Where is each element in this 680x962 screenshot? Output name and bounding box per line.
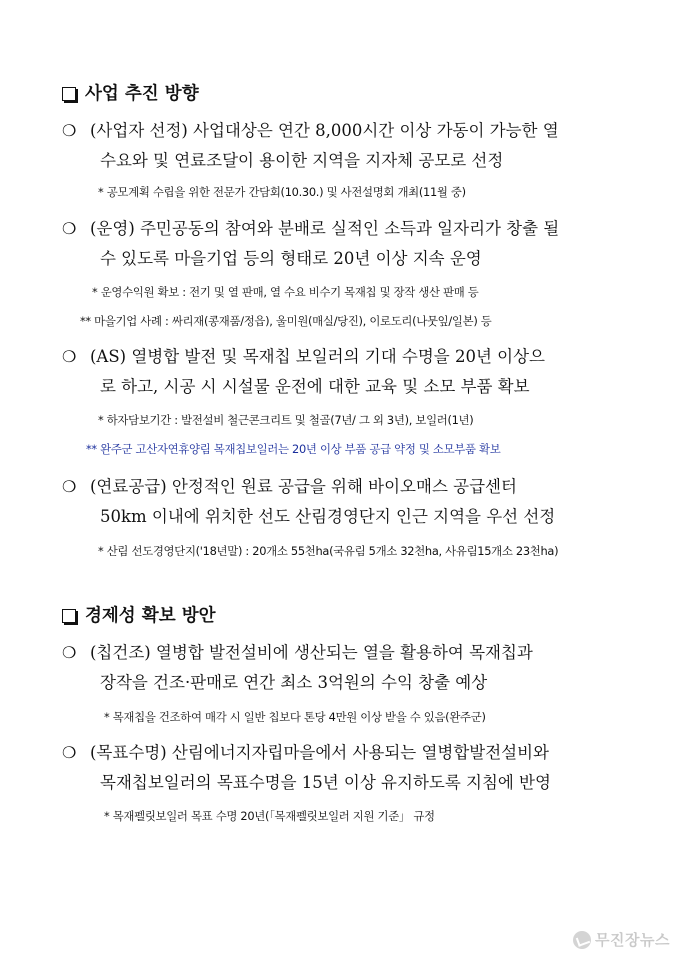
- footnote: * 운영수익원 확보 : 전기 및 열 판매, 열 수요 비수기 목재칩 및 장작 생산 판매 등: [92, 285, 479, 299]
- circle-bullet-icon: ❍: [62, 643, 77, 662]
- item-line: 수요와 및 연료조달이 용이한 지역을 지자체 공모로 선정: [100, 151, 504, 170]
- circle-bullet-icon: ❍: [62, 219, 77, 238]
- list-item: [62, 738, 622, 798]
- section-title: [62, 602, 216, 627]
- item-line: 로 하고, 시공 시 시설물 운전에 대한 교육 및 소모 부품 확보: [100, 377, 530, 396]
- item-line: (사업자 선정) 사업대상은 연간 8,000시간 이상 가동이 가능한 열: [90, 121, 559, 140]
- section-title-text: 경제성 확보 방안: [85, 606, 216, 626]
- footnote: * 목재펠릿보일러 목표 수명 20년(「목재펠릿보일러 지원 기준」 규정: [104, 809, 435, 823]
- item-line: 50km 이내에 위치한 선도 산림경영단지 인근 지역을 우선 선정: [100, 507, 556, 526]
- item-line: (목표수명) 산림에너지자립마을에서 사용되는 열병합발전설비와: [90, 743, 549, 762]
- list-item: [62, 342, 622, 402]
- item-line: 목재칩보일러의 목표수명을 15년 이상 유지하도록 지침에 반영: [100, 773, 551, 792]
- item-line: (운영) 주민공동의 참여와 분배로 실적인 소득과 일자리가 창출 될: [90, 219, 560, 238]
- item-line: 장작을 건조·판매로 연간 최소 3억원의 수익 창출 예상: [100, 673, 488, 692]
- list-item: [62, 116, 622, 176]
- footnote: * 산림 선도경영단지('18년말) : 20개소 55천ha(국유림 5개소 32천ha, 사유림15개소 23천ha): [98, 544, 559, 558]
- section-title-text: 사업 추진 방향: [85, 84, 199, 104]
- watermark-text: 무진장뉴스: [595, 931, 670, 949]
- circle-bullet-icon: ❍: [62, 121, 77, 140]
- circle-bullet-icon: ❍: [62, 743, 77, 762]
- checkbox-square-icon: [62, 609, 76, 623]
- item-line: (AS) 열병합 발전 및 목재칩 보일러의 기대 수명을 20년 이상으: [90, 347, 545, 366]
- item-line: (연료공급) 안정적인 원료 공급을 위해 바이오매스 공급센터: [90, 477, 517, 496]
- footnote: * 목재칩을 건조하여 매각 시 일반 칩보다 톤당 4만원 이상 받을 수 있음(완주군): [104, 710, 486, 724]
- watermark-logo-icon: [573, 931, 591, 949]
- circle-bullet-icon: ❍: [62, 477, 77, 496]
- list-item: [62, 638, 622, 698]
- list-item: [62, 214, 622, 274]
- footnote: * 하자담보기간 : 발전설비 철근콘크리트 및 철골(7년/ 그 외 3년), 보일러(1년): [98, 413, 474, 427]
- watermark: [573, 929, 670, 950]
- checkbox-square-icon: [62, 87, 76, 101]
- circle-bullet-icon: ❍: [62, 347, 77, 366]
- item-line: 수 있도록 마을기업 등의 형태로 20년 이상 지속 운영: [100, 249, 482, 268]
- section-title: [62, 80, 199, 105]
- footnote-highlight: ** 완주군 고산자연휴양림 목재칩보일러는 20년 이상 부품 공급 약정 및 소모부품 확보: [86, 442, 501, 456]
- footnote: ** 마을기업 사례 : 싸리재(콩재품/정읍), 울미원(매실/당진), 이로도리(나뭇잎/일본) 등: [80, 314, 492, 328]
- list-item: [62, 472, 622, 532]
- item-line: (칩건조) 열병합 발전설비에 생산되는 열을 활용하여 목재칩과: [90, 643, 533, 662]
- footnote: * 공모계획 수립을 위한 전문가 간담회(10.30.) 및 사전설명회 개최(11월 중): [98, 185, 466, 199]
